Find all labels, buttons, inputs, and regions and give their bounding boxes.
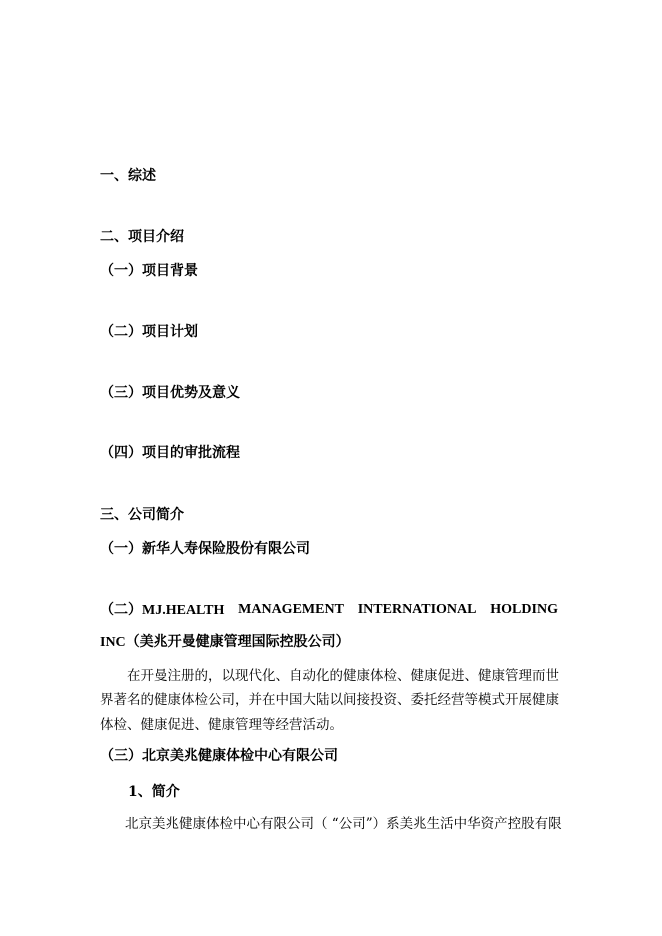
mj-health-prefix-word: [100, 600, 224, 621]
mj-word-3: INTERNATIONAL: [357, 602, 477, 617]
body-paragraph-line: 体检、健康促进、健康管理等经营活动。: [100, 717, 343, 733]
subheading-project-plan: （二）项目计划: [100, 324, 198, 340]
heading-company-profile: 三、公司简介: [100, 507, 184, 523]
body-paragraph-line: 界著名的健康体检公司，并在中国大陆以间接投资、委托经营等模式开展健康: [100, 692, 559, 708]
subheading-project-background: （一）项目背景: [100, 263, 198, 279]
mj-word-2: MANAGEMENT: [238, 602, 344, 617]
mj-prefix: （二）: [100, 602, 142, 618]
heading-project-intro: 二、项目介绍: [100, 229, 184, 245]
body-paragraph-line: 北京美兆健康体检中心有限公司（ “公司”）系美兆生活中华资产控股有限: [125, 816, 562, 832]
subheading-xinhua-life: （一）新华人寿保险股份有限公司: [100, 541, 310, 557]
subheading-mj-health-line1: [100, 600, 558, 621]
subheading-project-advantages: （三）项目优势及意义: [100, 385, 240, 401]
mj-word-1: MJ.HEALTH: [142, 603, 225, 618]
heading-overview: 一、综述: [100, 168, 156, 184]
subheading-mj-health-line2: [100, 632, 350, 653]
subheading-approval-process: （四）项目的审批流程: [100, 445, 240, 461]
subheading-intro: 1、简介: [128, 784, 180, 800]
subheading-beijing-mj: （三）北京美兆健康体检中心有限公司: [100, 748, 338, 764]
body-paragraph-line: 在开曼注册的，以现代化、自动化的健康体检、健康促进、健康管理而世: [127, 668, 559, 684]
mj-word-inc: INC: [100, 635, 126, 650]
mj-cn-name: （美兆开曼健康管理国际控股公司）: [125, 634, 350, 650]
mj-word-4: HOLDING: [490, 602, 558, 617]
